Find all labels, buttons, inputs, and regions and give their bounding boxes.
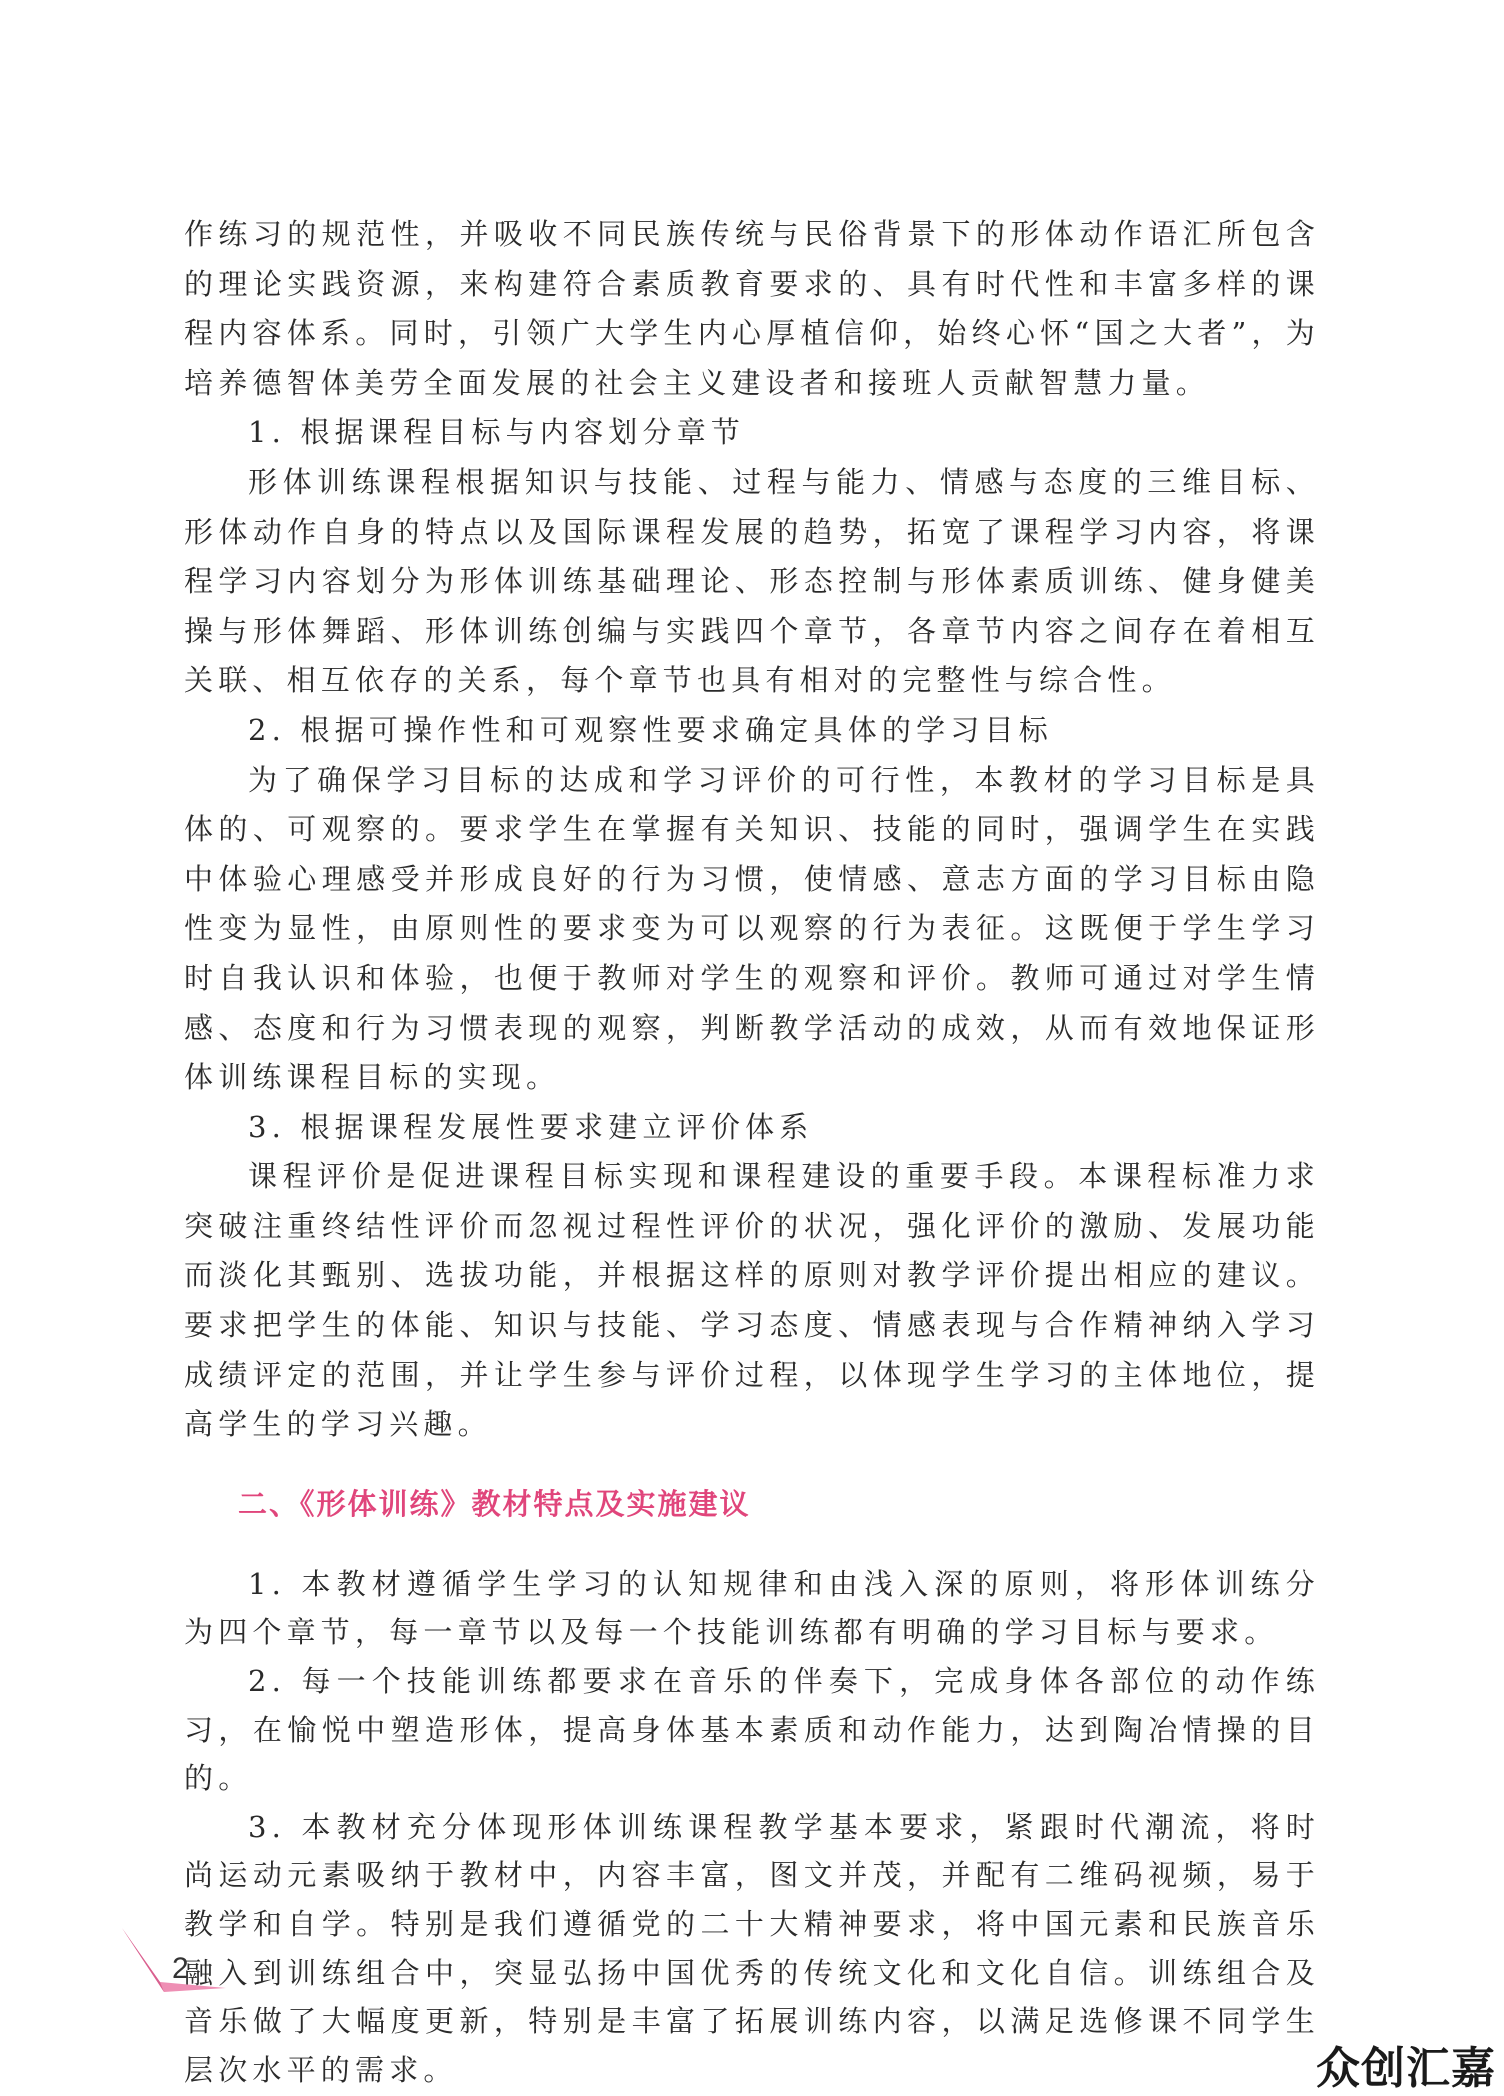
page-number: 2 xyxy=(172,1952,189,1985)
section-2-paragraph-2: 2. 每一个技能训练都要求在音乐的伴奏下，完成身体各部位的动作练习，在愉悦中塑造形体，提高身体基本素质和动作能力，达到陶冶情操的目的。 xyxy=(184,1664,1320,1796)
section-2-paragraph-1: 1. 本教材遵循学生学习的认知规律和由浅入深的原则，将形体训练分为四个章节，每一章节以及每一个技能训练都有明确的学习目标与要求。 xyxy=(184,1566,1320,1650)
section-2-paragraph-3: 3. 本教材充分体现形体训练课程教学基本要求，紧跟时代潮流，将时尚运动元素吸纳于教材中，内容丰富，图文并茂，并配有二维码视频，易于教学和自学。特别是我们遵循党的二十大精神要求，将中国元素和民族音乐融入到训练组合中，突显弘扬中国优秀的传统文化和文化自信。训练组合及音乐做了大幅度更新，特别是丰富了拓展训练内容，以满足选修课不同学生层次水平的需求。 xyxy=(184,1809,1320,2087)
body-text xyxy=(184,210,1320,2094)
intro-paragraph: 作练习的规范性，并吸收不同民族传统与民俗背景下的形体动作语汇所包含的理论实践资源，来构建符合素质教育要求的、具有时代性和丰富多样的课程内容体系。同时，引领广大学生内心厚植信仰，始终心怀“国之大者”，为培养德智体美劳全面发展的社会主义建设者和接班人贡献智慧力量。 xyxy=(184,217,1320,400)
item-1-title: 1. 根据课程目标与内容划分章节 xyxy=(248,415,746,450)
item-1-body: 形体训练课程根据知识与技能、过程与能力、情感与态度的三维目标、形体动作自身的特点以及国际课程发展的趋势，拓宽了课程学习内容，将课程学习内容划分为形体训练基础理论、形态控制与形体素质训练、健身健美操与形体舞蹈、形体训练创编与实践四个章节，各章节内容之间存在着相互关联、相互依存的关系，每个章节也具有相对的完整性与综合性。 xyxy=(184,464,1320,698)
watermark-text: 众创汇嘉 xyxy=(1316,2043,1496,2094)
section-heading: 二、《形体训练》教材特点及实施建议 xyxy=(238,1486,751,1521)
item-3-title: 3. 根据课程发展性要求建立评价体系 xyxy=(248,1109,814,1144)
pink-corner-shade xyxy=(122,1928,164,1992)
section-2-content xyxy=(184,1560,1320,2095)
item-3-body: 课程评价是促进课程目标实现和课程建设的重要手段。本课程标准力求突破注重终结性评价而忽视过程性评价的状况，强化评价的激励、发展功能而淡化其甄别、选拔功能，并根据这样的原则对教学评价提出相应的建议。要求把学生的体能、知识与技能、学习态度、情感表现与合作精神纳入学习成绩评定的范围，并让学生参与评价过程，以体现学生学习的主体地位，提高学生的学习兴趣。 xyxy=(184,1159,1320,1442)
item-2-body: 为了确保学习目标的达成和学习评价的可行性，本教材的学习目标是具体的、可观察的。要求学生在掌握有关知识、技能的同时，强调学生在实践中体验心理感受并形成良好的行为习惯，使情感、意志方面的学习目标由隐性变为显性，由原则性的要求变为可以观察的行为表征。这既便于学生学习时自我认识和体验，也便于教师对学生的观察和评价。教师可通过对学生情感、态度和行为习惯表现的观察，判断教学活动的成效，从而有效地保证形体训练课程目标的实现。 xyxy=(184,762,1320,1095)
item-2-title: 2. 根据可操作性和可观察性要求确定具体的学习目标 xyxy=(248,712,1053,747)
